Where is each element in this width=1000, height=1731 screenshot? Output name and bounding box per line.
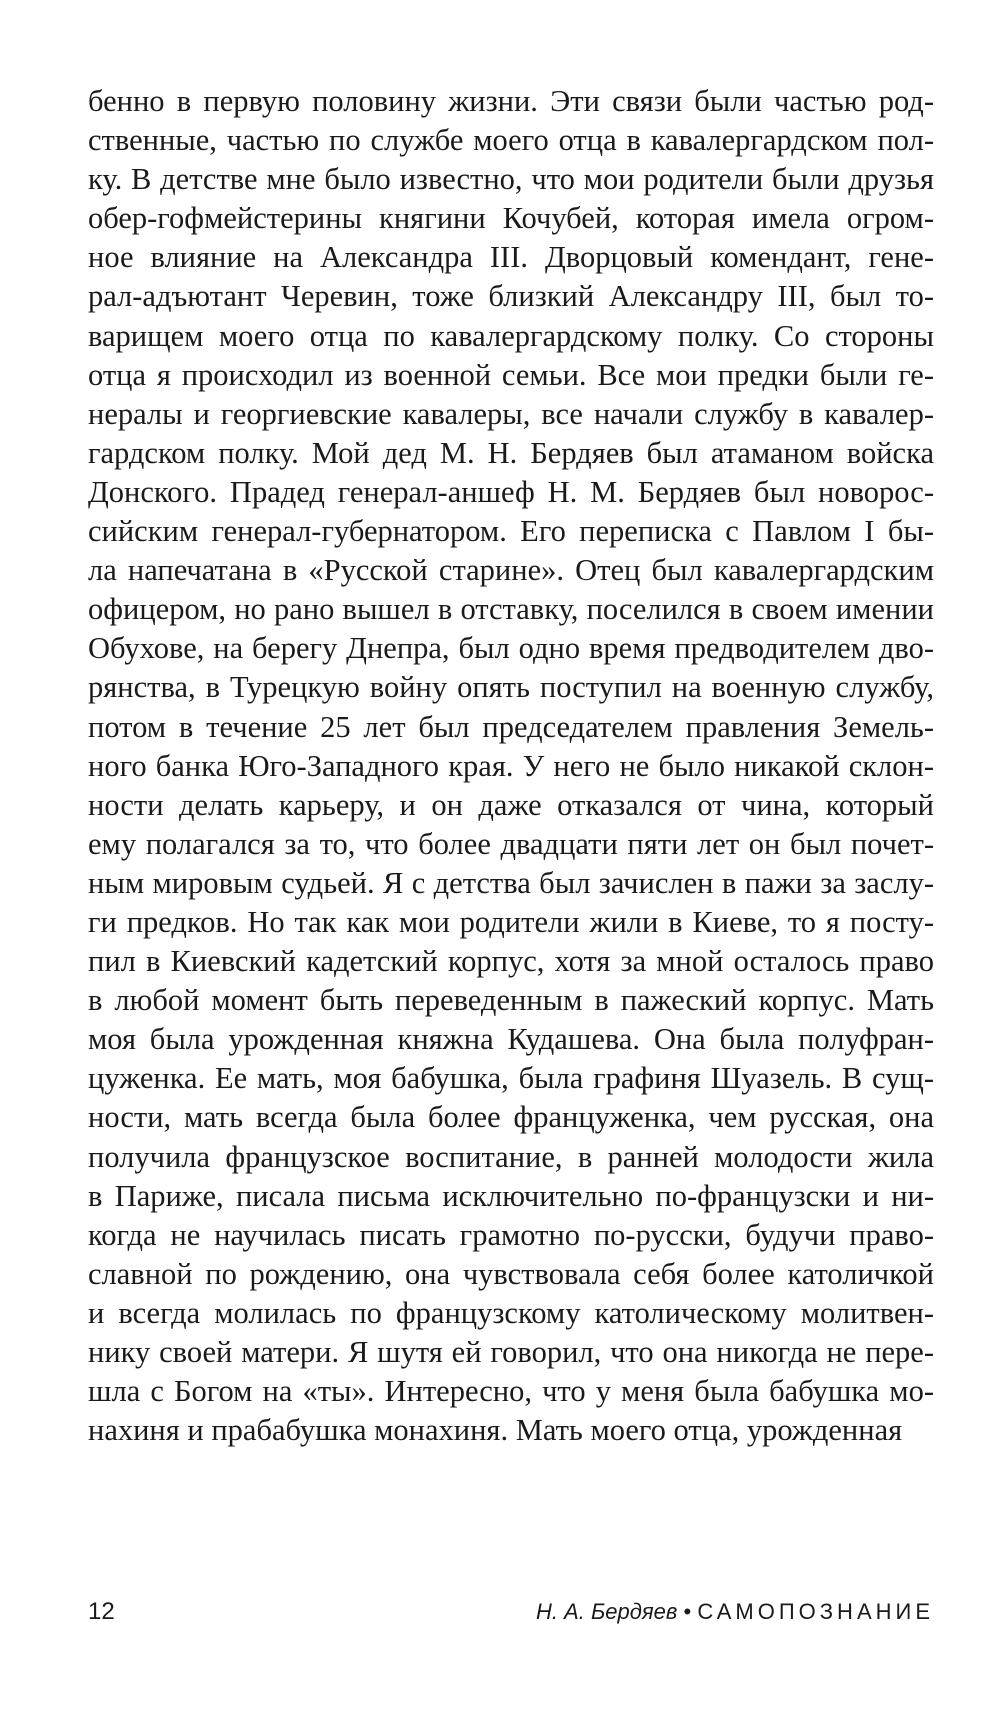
text-line: в любой момент быть переведенным в пажеский корпус. Мать [88,983,934,1018]
text-line: и всегда молилась по французскому католическому молитвен- [88,1295,934,1330]
text-line: ла напечатана в «Русской старине». Отец был кавалергардским [88,553,934,588]
running-head-separator: • [683,1599,692,1624]
text-line: бенно в первую половину жизни. Эти связи были частью род- [88,84,934,118]
text-line: ку. В детстве мне было известно, что мои родители были друзья [88,162,934,197]
text-line: ности делать карьеру, и он даже отказался от чина, который [88,787,934,822]
text-line: рянства, в Турецкую войну опять поступил на военную службу, [88,670,934,705]
running-head-author: Н. А. Бердяев [535,1599,678,1624]
text-line: ного банка Юго-Западного края. У него не было никакой склон- [88,748,934,783]
text-line: получила французское воспитание, в ранней молодости жила [88,1139,934,1174]
text-line: потом в течение 25 лет был председателем правления Земель- [88,709,934,744]
text-line: ное влияние на Александра III. Дворцовый комендант, гене- [88,240,934,275]
page-footer [88,1597,934,1631]
text-line: ственные, частью по службе моего отца в кавалергардском пол- [88,123,934,158]
text-line: гардском полку. Мой дед М. Н. Бердяев был атаманом войска [88,435,934,470]
text-line: славной по рождению, она чувствовала себя более католичкой [88,1256,934,1291]
text-line: рал-адъютант Черевин, тоже близкий Александру III, был то- [88,279,934,314]
running-head-title: САМОПОЗНАНИЕ [697,1599,934,1624]
text-line: пил в Киевский кадетский корпус, хотя за мной осталось право [88,944,934,979]
text-line: когда не научилась писать грамотно по-русски, будучи право- [88,1217,934,1252]
body-text [88,82,934,1450]
text-line: ности, мать всегда была более француженка, чем русская, она [88,1100,934,1135]
running-head [536,1597,934,1627]
text-line: Донского. Прадед генерал-аншеф Н. М. Бердяев был новорос- [88,474,934,509]
text-line: ги предков. Но так как мои родители жили в Киеве, то я посту- [88,904,934,939]
text-line: в Париже, писала письма исключительно по-французски и ни- [88,1178,934,1213]
text-line: шла с Богом на «ты». Интересно, что у меня была бабушка мо- [88,1374,934,1409]
text-line: сийским генерал-губернатором. Его переписка с Павлом I бы- [88,514,934,549]
text-line: ему полагался за то, что более двадцати пяти лет он был почет- [88,826,934,861]
text-line: нахиня и прабабушка монахиня. Мать моего отца, урожденная [88,1413,903,1448]
text-line: нику своей матери. Я шутя ей говорил, что она никогда не пере- [88,1335,934,1369]
text-line: отца я происходил из военной семьи. Все мои предки были ге- [88,357,934,392]
text-line: обер-гофмейстерины княгини Кочубей, которая имела огром- [88,201,934,236]
text-line: нералы и георгиевские кавалеры, все начали службу в кавалер- [88,396,934,431]
text-line: Обухове, на берегу Днепра, был одно время предводителем дво- [88,631,934,666]
text-line: цуженка. Ее мать, моя бабушка, была графиня Шуазель. В сущ- [88,1061,934,1096]
text-line: моя была урожденная княжна Кудашева. Она была полуфран- [88,1022,934,1057]
page-number: 12 [88,1598,115,1625]
text-line: варищем моего отца по кавалергардскому полку. Со стороны [88,318,934,353]
text-line: ным мировым судьей. Я с детства был зачислен в пажи за заслу- [88,865,934,900]
text-line: офицером, но рано вышел в отставку, поселился в своем имении [88,592,934,627]
